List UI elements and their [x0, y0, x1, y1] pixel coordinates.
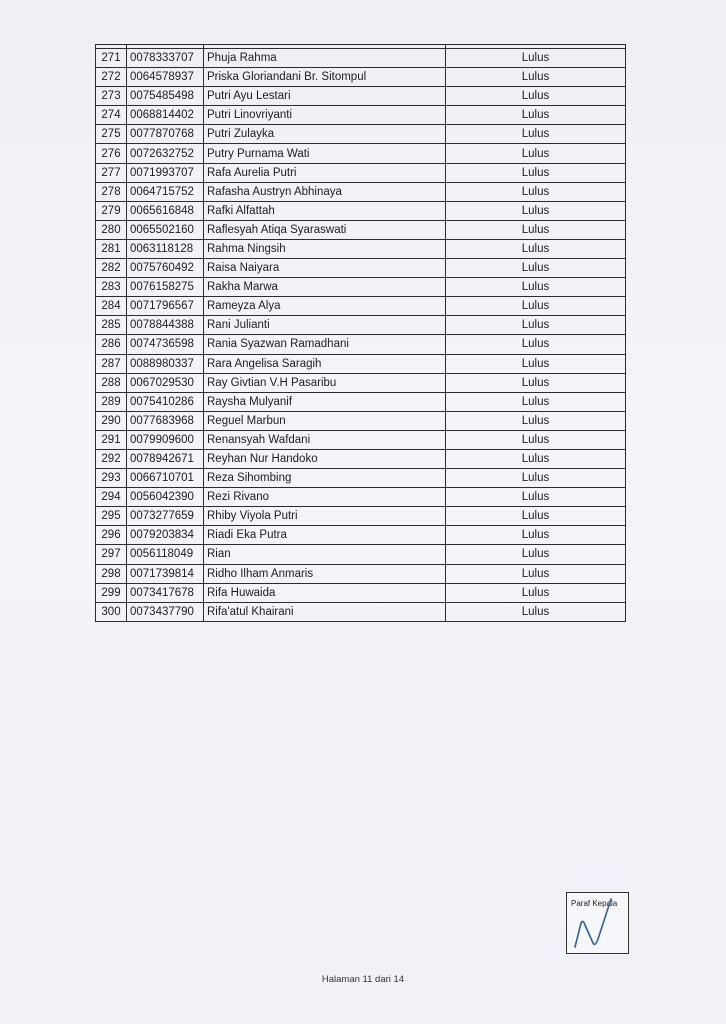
status-cell: Lulus	[446, 430, 626, 449]
status-cell: Lulus	[446, 354, 626, 373]
status-cell: Lulus	[446, 392, 626, 411]
student-name-cell: Rania Syazwan Ramadhani	[204, 335, 446, 354]
student-name-cell: Putri Zulayka	[204, 125, 446, 144]
page-number: Halaman 11 dari 14	[321, 974, 405, 985]
row-number: 300	[96, 602, 127, 621]
row-number: 277	[96, 163, 127, 182]
table-row	[96, 297, 626, 316]
table-row	[96, 545, 626, 564]
nisn-cell: 0072632752	[127, 144, 204, 163]
row-number: 294	[96, 488, 127, 507]
nisn-cell: 0064578937	[127, 68, 204, 87]
nisn-cell: 0071796567	[127, 297, 204, 316]
row-number: 295	[96, 507, 127, 526]
table-row	[96, 278, 626, 297]
row-number: 274	[96, 106, 127, 125]
principal-initial-box	[566, 892, 629, 954]
status-cell: Lulus	[446, 488, 626, 507]
nisn-cell: 0075760492	[127, 259, 204, 278]
student-name-cell: Rafasha Austryn Abhinaya	[204, 182, 446, 201]
row-number: 292	[96, 449, 127, 468]
student-name-cell: Rameyza Alya	[204, 297, 446, 316]
student-name-cell: Phuja Rahma	[204, 49, 446, 68]
status-cell: Lulus	[446, 411, 626, 430]
status-cell: Lulus	[446, 507, 626, 526]
nisn-cell: 0056042390	[127, 488, 204, 507]
status-cell: Lulus	[446, 373, 626, 392]
row-number: 285	[96, 316, 127, 335]
status-cell: Lulus	[446, 87, 626, 106]
stamp-label: Paraf Kepala	[571, 899, 618, 908]
status-cell: Lulus	[446, 297, 626, 316]
status-cell: Lulus	[446, 106, 626, 125]
status-cell: Lulus	[446, 144, 626, 163]
nisn-cell: 0079203834	[127, 526, 204, 545]
status-cell: Lulus	[446, 68, 626, 87]
status-cell: Lulus	[446, 259, 626, 278]
row-number: 279	[96, 201, 127, 220]
student-name-cell: Reguel Marbun	[204, 411, 446, 430]
nisn-cell: 0073417678	[127, 583, 204, 602]
student-name-cell: Rezi Rivano	[204, 488, 446, 507]
nisn-cell: 0073437790	[127, 602, 204, 621]
status-cell: Lulus	[446, 278, 626, 297]
status-cell: Lulus	[446, 182, 626, 201]
status-cell: Lulus	[446, 316, 626, 335]
row-number: 278	[96, 182, 127, 201]
student-name-cell: Rafki Alfattah	[204, 201, 446, 220]
row-number: 281	[96, 239, 127, 258]
status-cell: Lulus	[446, 201, 626, 220]
status-cell: Lulus	[446, 220, 626, 239]
student-name-cell: Rifa Huwaida	[204, 583, 446, 602]
nisn-cell: 0064715752	[127, 182, 204, 201]
table-row	[96, 583, 626, 602]
student-name-cell: Raflesyah Atiqa Syaraswati	[204, 220, 446, 239]
table-row	[96, 354, 626, 373]
row-number: 287	[96, 354, 127, 373]
nisn-cell: 0078333707	[127, 49, 204, 68]
student-name-cell: Rara Angelisa Saragih	[204, 354, 446, 373]
table-row	[96, 564, 626, 583]
nisn-cell: 0074736598	[127, 335, 204, 354]
table-row	[96, 220, 626, 239]
nisn-cell: 0073277659	[127, 507, 204, 526]
nisn-cell: 0056118049	[127, 545, 204, 564]
table-row	[96, 602, 626, 621]
student-name-cell: Rhiby Viyola Putri	[204, 507, 446, 526]
nisn-cell: 0075410286	[127, 392, 204, 411]
row-number: 280	[96, 220, 127, 239]
nisn-cell: 0066710701	[127, 469, 204, 488]
table-row	[96, 163, 626, 182]
nisn-cell: 0075485498	[127, 87, 204, 106]
student-name-cell: Ridho Ilham Anmaris	[204, 564, 446, 583]
student-name-cell: Reyhan Nur Handoko	[204, 449, 446, 468]
status-cell: Lulus	[446, 449, 626, 468]
table-body	[96, 45, 626, 622]
row-number: 286	[96, 335, 127, 354]
student-name-cell: Rian	[204, 545, 446, 564]
status-cell: Lulus	[446, 49, 626, 68]
row-number: 283	[96, 278, 127, 297]
nisn-cell: 0063118128	[127, 239, 204, 258]
table-row	[96, 469, 626, 488]
student-name-cell: Raisa Naiyara	[204, 259, 446, 278]
student-name-cell: Putri Linovriyanti	[204, 106, 446, 125]
nisn-cell: 0076158275	[127, 278, 204, 297]
status-cell: Lulus	[446, 163, 626, 182]
student-name-cell: Raysha Mulyanif	[204, 392, 446, 411]
table-row	[96, 182, 626, 201]
table-row	[96, 201, 626, 220]
nisn-cell: 0079909600	[127, 430, 204, 449]
student-name-cell: Reza Sihombing	[204, 469, 446, 488]
table-row	[96, 430, 626, 449]
row-number: 284	[96, 297, 127, 316]
status-cell: Lulus	[446, 125, 626, 144]
table-row	[96, 488, 626, 507]
status-cell: Lulus	[446, 583, 626, 602]
table-row	[96, 392, 626, 411]
student-name-cell: Putry Purnama Wati	[204, 144, 446, 163]
table-row	[96, 411, 626, 430]
status-cell: Lulus	[446, 469, 626, 488]
status-cell: Lulus	[446, 602, 626, 621]
table-row	[96, 87, 626, 106]
student-name-cell: Priska Gloriandani Br. Sitompul	[204, 68, 446, 87]
nisn-cell: 0078942671	[127, 449, 204, 468]
student-name-cell: Rahma Ningsih	[204, 239, 446, 258]
student-name-cell: Rani Julianti	[204, 316, 446, 335]
nisn-cell: 0077870768	[127, 125, 204, 144]
row-number: 272	[96, 68, 127, 87]
table-row	[96, 373, 626, 392]
status-cell: Lulus	[446, 564, 626, 583]
row-number: 293	[96, 469, 127, 488]
table-row	[96, 106, 626, 125]
nisn-cell: 0068814402	[127, 106, 204, 125]
table-row	[96, 316, 626, 335]
nisn-cell: 0065502160	[127, 220, 204, 239]
row-number: 273	[96, 87, 127, 106]
table-row	[96, 125, 626, 144]
row-number: 296	[96, 526, 127, 545]
row-number: 291	[96, 430, 127, 449]
row-number: 282	[96, 259, 127, 278]
nisn-cell: 0071993707	[127, 163, 204, 182]
nisn-cell: 0077683968	[127, 411, 204, 430]
table-row	[96, 239, 626, 258]
status-cell: Lulus	[446, 526, 626, 545]
table-row	[96, 526, 626, 545]
table-row	[96, 259, 626, 278]
row-number: 289	[96, 392, 127, 411]
row-number: 276	[96, 144, 127, 163]
row-number: 275	[96, 125, 127, 144]
table-row	[96, 335, 626, 354]
row-number: 297	[96, 545, 127, 564]
status-cell: Lulus	[446, 239, 626, 258]
graduation-results-table	[95, 44, 626, 622]
table-row	[96, 144, 626, 163]
student-name-cell: Putri Ayu Lestari	[204, 87, 446, 106]
nisn-cell: 0065616848	[127, 201, 204, 220]
nisn-cell: 0088980337	[127, 354, 204, 373]
table-row	[96, 507, 626, 526]
student-name-cell: Rafa Aurelia Putri	[204, 163, 446, 182]
table-row	[96, 68, 626, 87]
student-name-cell: Rifa'atul Khairani	[204, 602, 446, 621]
row-number: 298	[96, 564, 127, 583]
status-cell: Lulus	[446, 545, 626, 564]
student-name-cell: Rakha Marwa	[204, 278, 446, 297]
status-cell: Lulus	[446, 335, 626, 354]
row-number: 290	[96, 411, 127, 430]
student-name-cell: Renansyah Wafdani	[204, 430, 446, 449]
student-name-cell: Ray Givtian V.H Pasaribu	[204, 373, 446, 392]
row-number: 299	[96, 583, 127, 602]
row-number: 288	[96, 373, 127, 392]
nisn-cell: 0071739814	[127, 564, 204, 583]
row-number: 271	[96, 49, 127, 68]
nisn-cell: 0078844388	[127, 316, 204, 335]
nisn-cell: 0067029530	[127, 373, 204, 392]
signature-scribble	[567, 893, 628, 953]
student-name-cell: Riadi Eka Putra	[204, 526, 446, 545]
table-row	[96, 49, 626, 68]
table-row	[96, 449, 626, 468]
